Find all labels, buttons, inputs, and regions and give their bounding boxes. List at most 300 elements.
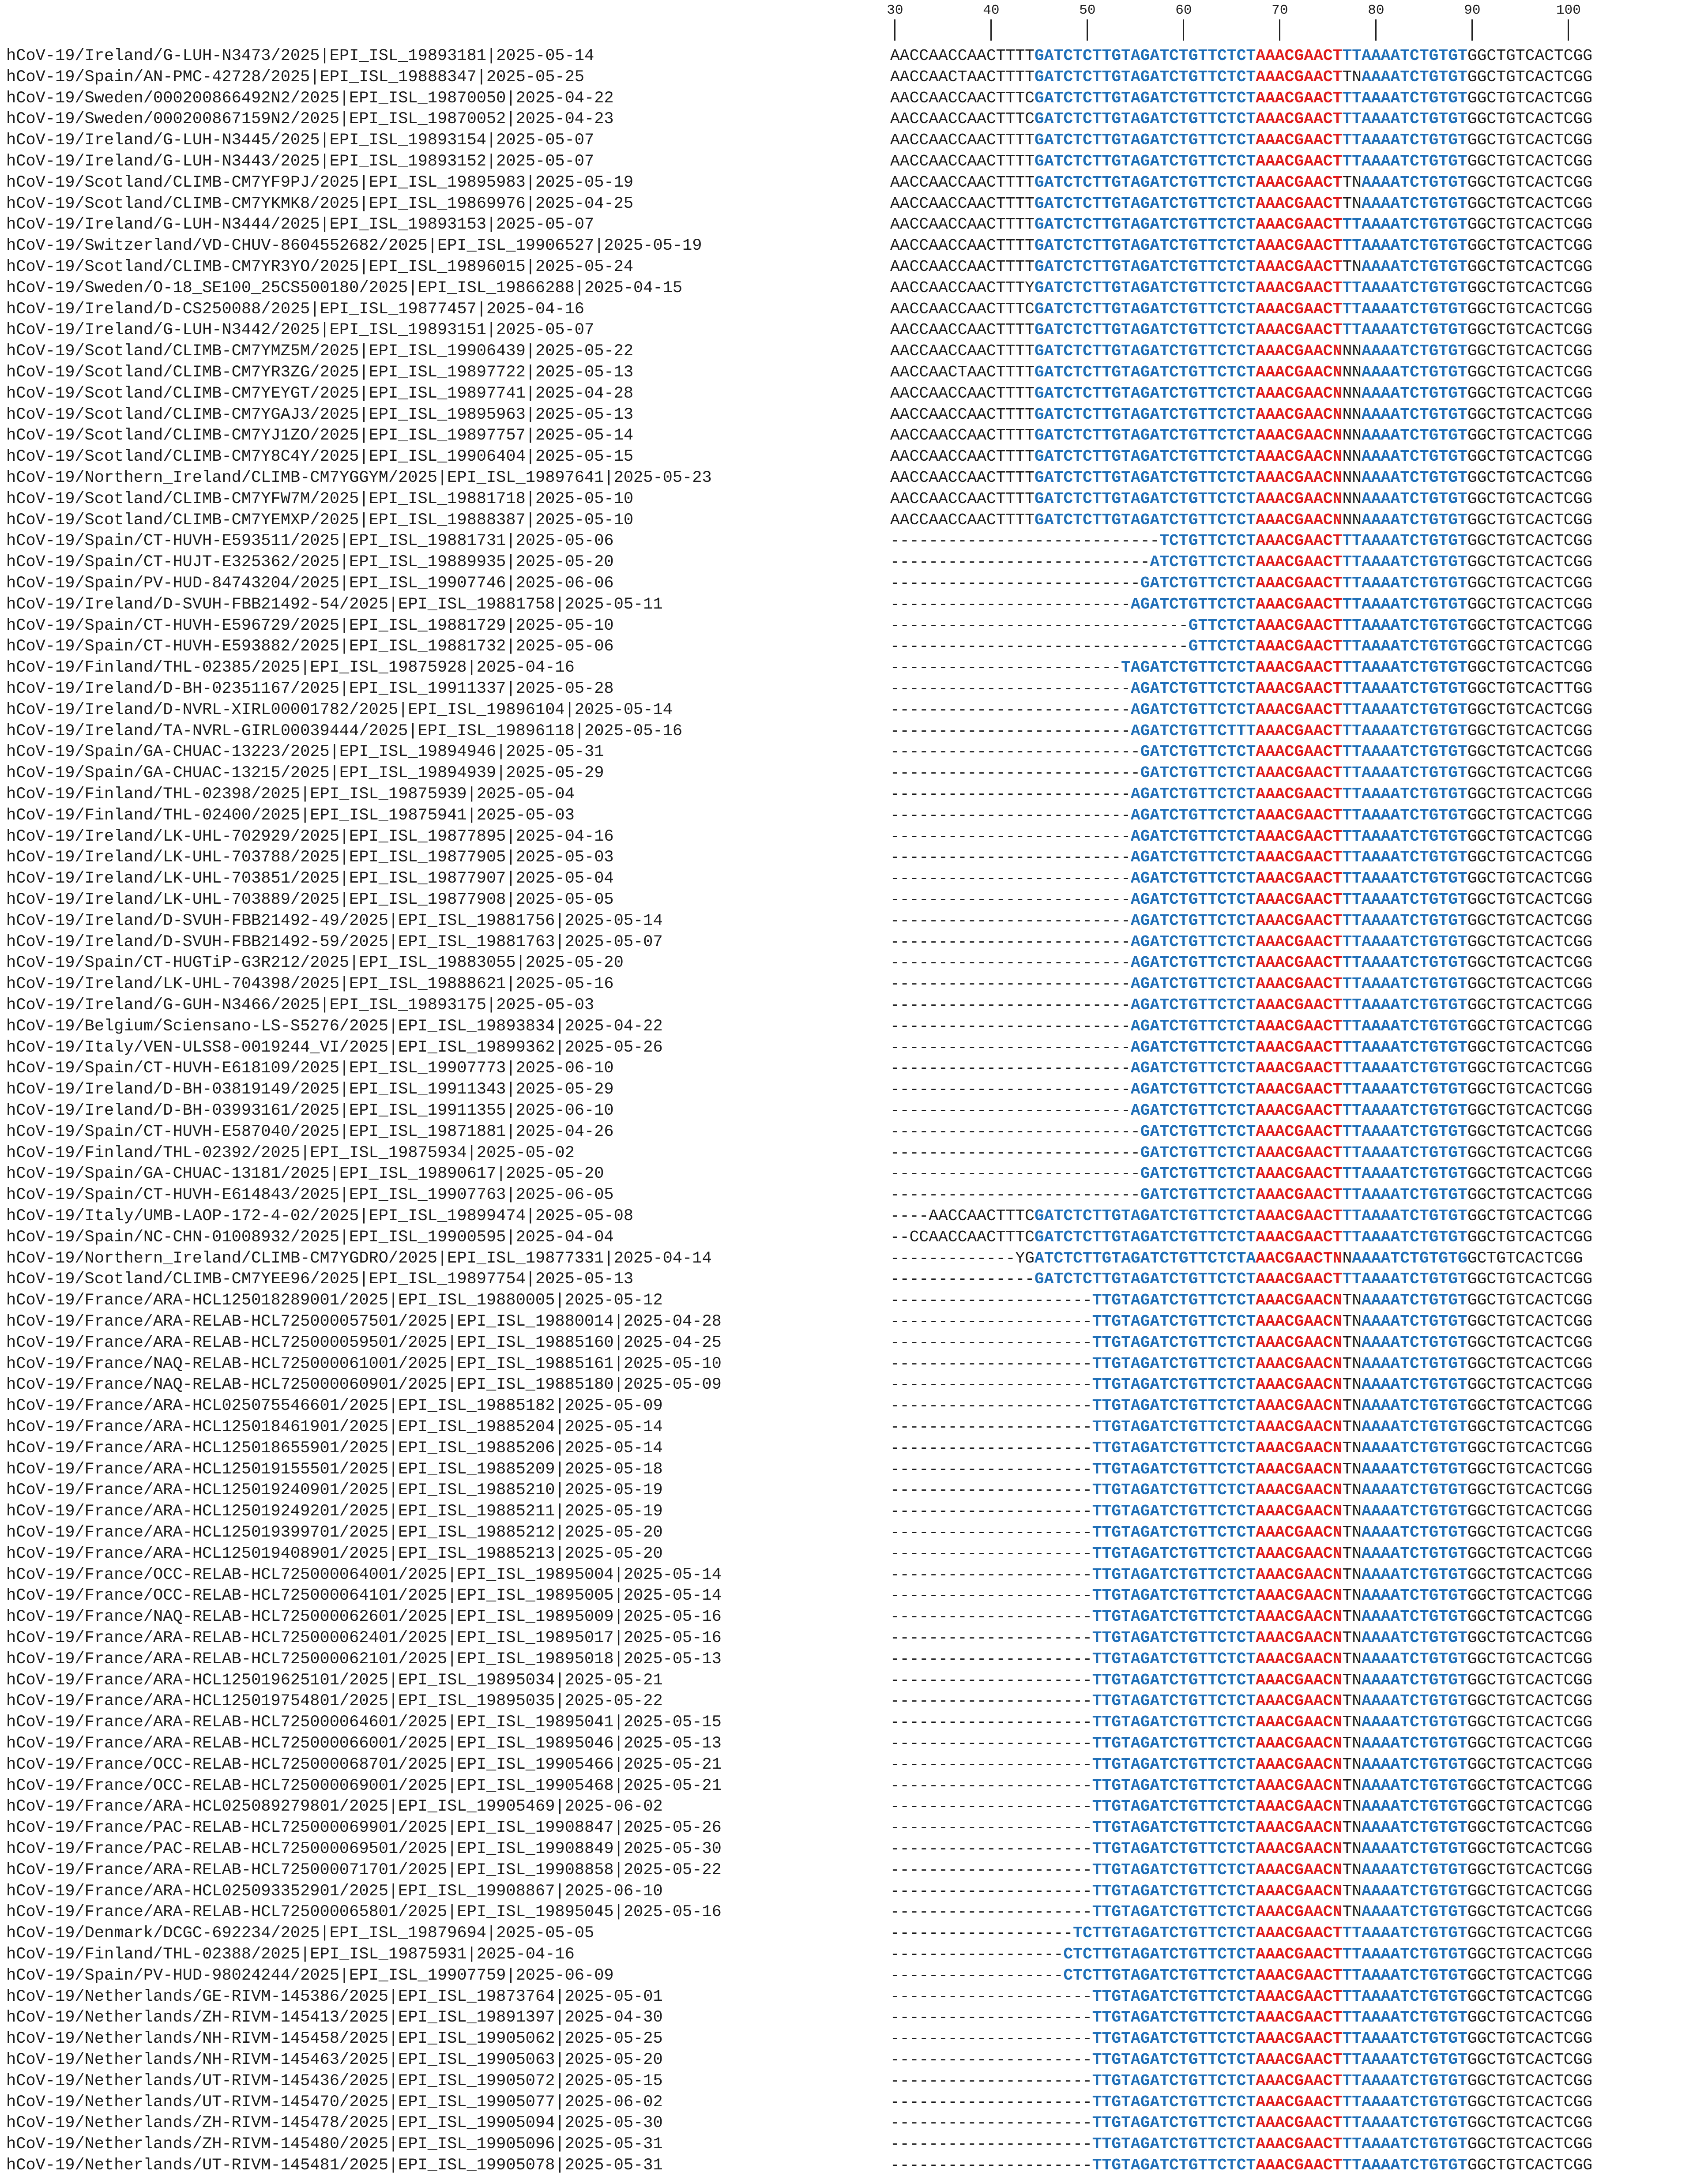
- alignment-row: [0, 530, 1708, 552]
- sequence-name: hCoV-19/Scotland/CLIMB-CM7Y8C4Y/2025|EPI_ISL_19906404|2025-05-15: [6, 447, 634, 466]
- alignment-row: [0, 1564, 1708, 1586]
- alignment-row: [0, 1754, 1708, 1775]
- sequence-residues: AACCAACCAACTTTTGATCTCTTGTAGATCTGTTCTCTAAACGAACNNNAAAATCTGTGTGGCTGTCACTCGG: [890, 469, 1593, 487]
- alignment-row: [0, 278, 1708, 299]
- alignment-row: [0, 1480, 1708, 1501]
- sequence-name: hCoV-19/Scotland/CLIMB-CM7YKMK8/2025|EPI_ISL_19869976|2025-04-25: [6, 194, 634, 213]
- sequence-name: hCoV-19/France/ARA-RELAB-HCL725000059501/2025|EPI_ISL_19885160|2025-04-25: [6, 1333, 722, 1352]
- alignment-row: [0, 214, 1708, 235]
- sequence-name: hCoV-19/Netherlands/NH-RIVM-145458/2025|EPI_ISL_19905062|2025-05-25: [6, 2029, 663, 2048]
- alignment-row: [0, 151, 1708, 172]
- alignment-row: [0, 1501, 1708, 1522]
- sequence-name: hCoV-19/France/ARA-RELAB-HCL725000065801/2025|EPI_ISL_19895045|2025-05-16: [6, 1903, 722, 1922]
- alignment-row: [0, 256, 1708, 278]
- sequence-name: hCoV-19/Ireland/LK-UHL-703851/2025|EPI_ISL_19877907|2025-05-04: [6, 869, 614, 888]
- sequence-residues: -------------------------AGATCTGTTCTCTAAACGAACTTTAAAATCTGTGTGGCTGTCACTCGG: [890, 932, 1593, 951]
- sequence-name: hCoV-19/Denmark/DCGC-692234/2025|EPI_ISL_19879694|2025-05-05: [6, 1924, 594, 1943]
- sequence-residues: ---------------------TTGTAGATCTGTTCTCTAAACGAACNTNAAAATCTGTGTGGCTGTCACTCGG: [890, 1608, 1593, 1626]
- alignment-row: [0, 1311, 1708, 1332]
- sequence-name: hCoV-19/Spain/GA-CHUAC-13181/2025|EPI_ISL_19890617|2025-05-20: [6, 1165, 604, 1184]
- sequence-residues: ---------------------TTGTAGATCTGTTCTCTAAACGAACNTNAAAATCTGTGTGGCTGTCACTCGG: [890, 1882, 1593, 1900]
- ruler-tick-mark: [894, 19, 895, 41]
- sequence-name: hCoV-19/Northern_Ireland/CLIMB-CM7YGDRO/2025|EPI_ISL_19877331|2025-04-14: [6, 1249, 712, 1268]
- alignment-row: [0, 489, 1708, 510]
- alignment-row: [0, 1100, 1708, 1121]
- sequence-residues: -------------------------------GTTCTCTAAACGAACTTTAAAATCTGTGTGGCTGTCACTCGG: [890, 616, 1593, 635]
- alignment-row: [0, 1944, 1708, 1965]
- sequence-residues: ---------------------TTGTAGATCTGTTCTCTAAACGAACTTTAAAATCTGTGTGGCTGTCACTCGG: [890, 2008, 1593, 2027]
- alignment-row: [0, 868, 1708, 889]
- sequence-name: hCoV-19/France/ARA-RELAB-HCL725000064601/2025|EPI_ISL_19895041|2025-05-15: [6, 1713, 722, 1732]
- sequence-residues: ---------------------TTGTAGATCTGTTCTCTAAACGAACNTNAAAATCTGTGTGGCTGTCACTCGG: [890, 1439, 1593, 1457]
- sequence-residues: ---------------------TTGTAGATCTGTTCTCTAAACGAACNTNAAAATCTGTGTGGCTGTCACTCGG: [890, 1333, 1593, 1352]
- alignment-row: [0, 1965, 1708, 1986]
- sequence-residues: ---------------------TTGTAGATCTGTTCTCTAAACGAACTTTAAAATCTGTGTGGCTGTCACTCGG: [890, 2029, 1593, 2048]
- sequence-residues: ---------------------TTGTAGATCTGTTCTCTAAACGAACNTNAAAATCTGTGTGGCTGTCACTCGG: [890, 1376, 1593, 1394]
- sequence-name: hCoV-19/France/ARA-HCL125019249201/2025|EPI_ISL_19885211|2025-05-19: [6, 1502, 663, 1521]
- sequence-name: hCoV-19/France/NAQ-RELAB-HCL725000062601/2025|EPI_ISL_19895009|2025-05-16: [6, 1608, 722, 1627]
- alignment-row: [0, 932, 1708, 953]
- sequence-residues: ---------------------TTGTAGATCTGTTCTCTAAACGAACNTNAAAATCTGTGTGGCTGTCACTCGG: [890, 1713, 1593, 1732]
- sequence-residues: ---------------------TTGTAGATCTGTTCTCTAAACGAACNTNAAAATCTGTGTGGCTGTCACTCGG: [890, 1797, 1593, 1816]
- alignment-row: [0, 362, 1708, 383]
- sequence-name: hCoV-19/Netherlands/GE-RIVM-145386/2025|EPI_ISL_19873764|2025-05-01: [6, 1987, 663, 2006]
- sequence-residues: -------------------------AGATCTGTTCTCTAAACGAACTTTAAAATCTGTGTGGCTGTCACTCGG: [890, 827, 1593, 846]
- ruler-tick-label: 100: [1556, 3, 1581, 18]
- alignment-row: [0, 1353, 1708, 1375]
- sequence-residues: ---------------------TTGTAGATCTGTTCTCTAAACGAACNTNAAAATCTGTGTGGCTGTCACTCGG: [890, 1819, 1593, 1837]
- ruler-tick-label: 70: [1272, 3, 1288, 18]
- sequence-name: hCoV-19/Sweden/O-18_SE100_25CS500180/2025|EPI_ISL_19866288|2025-04-15: [6, 278, 683, 297]
- sequence-residues: -------------------------AGATCTGTTCTCTAAACGAACTTTAAAATCTGTGTGGCTGTCACTCGG: [890, 891, 1593, 909]
- alignment-row: [0, 193, 1708, 214]
- alignment-row: [0, 805, 1708, 826]
- sequence-name: hCoV-19/Spain/CT-HUVH-E593882/2025|EPI_ISL_19881732|2025-05-06: [6, 637, 614, 656]
- ruler-tick-label: 90: [1464, 3, 1481, 18]
- sequence-name: hCoV-19/France/OCC-RELAB-HCL725000069001/2025|EPI_ISL_19905468|2025-05-21: [6, 1776, 722, 1795]
- sequence-residues: ---------------------TTGTAGATCTGTTCTCTAAACGAACNTNAAAATCTGTGTGGCTGTCACTCGG: [890, 1650, 1593, 1668]
- sequence-residues: -------------------------AGATCTGTTCTTTAAACGAACTTTAAAATCTGTGTGGCTGTCACTCGG: [890, 722, 1593, 740]
- ruler-tick-mark: [1279, 19, 1280, 41]
- sequence-name: hCoV-19/France/ARA-HCL125019754801/2025|EPI_ISL_19895035|2025-05-22: [6, 1692, 663, 1711]
- alignment-row: [0, 2071, 1708, 2092]
- sequence-name: hCoV-19/France/ARA-HCL025089279801/2025|EPI_ISL_19905469|2025-06-02: [6, 1797, 663, 1816]
- sequence-name: hCoV-19/Spain/CT-HUVH-E596729/2025|EPI_ISL_19881729|2025-05-10: [6, 616, 614, 635]
- sequence-residues: AACCAACCAACTTTTGATCTCTTGTAGATCTGTTCTCTAAACGAACTTNAAAATCTGTGTGGCTGTCACTCGG: [890, 173, 1593, 192]
- sequence-name: hCoV-19/Ireland/G-LUH-N3473/2025|EPI_ISL_19893181|2025-05-14: [6, 47, 594, 65]
- sequence-residues: ---------------------TTGTAGATCTGTTCTCTAAACGAACNTNAAAATCTGTGTGGCTGTCACTCGG: [890, 1523, 1593, 1541]
- alignment-row: [0, 1058, 1708, 1079]
- sequence-residues: AACCAACCAACTTTTGATCTCTTGTAGATCTGTTCTCTAAACGAACNNNAAAATCTGTGTGGCTGTCACTCGG: [890, 426, 1593, 445]
- alignment-row: [0, 1184, 1708, 1206]
- sequence-name: hCoV-19/Scotland/CLIMB-CM7YEE96/2025|EPI_ISL_19897754|2025-05-13: [6, 1270, 634, 1289]
- sequence-residues: ------------------CTCTTGTAGATCTGTTCTCTAAACGAACTTTAAAATCTGTGTGGCTGTCACTCGG: [890, 1945, 1593, 1963]
- sequence-name: hCoV-19/Spain/CT-HUJT-E325362/2025|EPI_ISL_19889935|2025-05-20: [6, 553, 614, 572]
- sequence-name: hCoV-19/Netherlands/NH-RIVM-145463/2025|EPI_ISL_19905063|2025-05-20: [6, 2051, 663, 2069]
- alignment-row: [0, 1712, 1708, 1733]
- sequence-residues: ---------------------TTGTAGATCTGTTCTCTAAACGAACTTTAAAATCTGTGTGGCTGTCACTCGG: [890, 2093, 1593, 2111]
- alignment-row: [0, 826, 1708, 847]
- sequence-name: hCoV-19/France/ARA-HCL125018655901/2025|EPI_ISL_19885206|2025-05-14: [6, 1439, 663, 1458]
- sequence-name: hCoV-19/Netherlands/UT-RIVM-145481/2025|EPI_ISL_19905078|2025-05-31: [6, 2156, 663, 2175]
- alignment-row: [0, 1417, 1708, 1438]
- alignment-row: [0, 1037, 1708, 1058]
- sequence-residues: AACCAACCAACTTTTGATCTCTTGTAGATCTGTTCTCTAAACGAACTTTAAAATCTGTGTGGCTGTCACTCGG: [890, 215, 1593, 234]
- sequence-name: hCoV-19/France/PAC-RELAB-HCL725000069501/2025|EPI_ISL_19908849|2025-05-30: [6, 1840, 722, 1858]
- sequence-name: hCoV-19/France/ARA-RELAB-HCL725000057501/2025|EPI_ISL_19880014|2025-04-28: [6, 1312, 722, 1331]
- sequence-residues: --CCAACCAACTTTCGATCTCTTGTAGATCTGTTCTCTAAACGAACTTTAAAATCTGTGTGGCTGTCACTCGG: [890, 1228, 1593, 1246]
- position-ruler: [887, 0, 1699, 44]
- sequence-name: hCoV-19/Ireland/D-CS250088/2025|EPI_ISL_19877457|2025-04-16: [6, 300, 585, 319]
- sequence-name: hCoV-19/Ireland/G-LUH-N3445/2025|EPI_ISL_19893154|2025-05-07: [6, 131, 594, 150]
- alignment-row: [0, 2007, 1708, 2028]
- sequence-name: hCoV-19/Belgium/Sciensano-LS-S5276/2025|EPI_ISL_19893834|2025-04-22: [6, 1017, 663, 1036]
- alignment-row: [0, 235, 1708, 256]
- alignment-row: [0, 45, 1708, 67]
- sequence-name: hCoV-19/Scotland/CLIMB-CM7YR3ZG/2025|EPI_ISL_19897722|2025-05-13: [6, 363, 634, 382]
- alignment-row: [0, 1860, 1708, 1881]
- sequence-name: hCoV-19/France/ARA-HCL125019408901/2025|EPI_ISL_19885213|2025-05-20: [6, 1544, 663, 1563]
- sequence-residues: ---------------------TTGTAGATCTGTTCTCTAAACGAACNTNAAAATCTGTGTGGCTGTCACTCGG: [890, 1481, 1593, 1500]
- sequence-name: hCoV-19/Ireland/LK-UHL-703788/2025|EPI_ISL_19877905|2025-05-03: [6, 848, 614, 867]
- sequence-residues: AACCAACCAACTTTTGATCTCTTGTAGATCTGTTCTCTAAACGAACNNNAAAATCTGTGTGGCTGTCACTCGG: [890, 384, 1593, 402]
- alignment-row: [0, 1986, 1708, 2007]
- sequence-residues: --------------------------GATCTGTTCTCTAAACGAACTTTAAAATCTGTGTGGCTGTCACTCGG: [890, 1143, 1593, 1162]
- alignment-row: [0, 1395, 1708, 1417]
- sequence-residues: AACCAACCAACTTTCGATCTCTTGTAGATCTGTTCTCTAAACGAACTTTAAAATCTGTGTGGCTGTCACTCGG: [890, 110, 1593, 128]
- alignment-row: [0, 721, 1708, 742]
- alignment-row: [0, 1543, 1708, 1564]
- sequence-name: hCoV-19/Netherlands/ZH-RIVM-145478/2025|EPI_ISL_19905094|2025-05-30: [6, 2114, 663, 2133]
- alignment-row: [0, 699, 1708, 721]
- sequence-name: hCoV-19/Scotland/CLIMB-CM7YEYGT/2025|EPI_ISL_19897741|2025-04-28: [6, 384, 634, 403]
- sequence-name: hCoV-19/Finland/THL-02388/2025|EPI_ISL_19875931|2025-04-16: [6, 1945, 575, 1964]
- ruler-tick-label: 30: [887, 3, 903, 18]
- sequence-residues: -------------------------AGATCTGTTCTCTAAACGAACTTTAAAATCTGTGTGGCTGTCACTCGG: [890, 954, 1593, 972]
- sequence-residues: ---------------------TTGTAGATCTGTTCTCTAAACGAACNTNAAAATCTGTGTGGCTGTCACTCGG: [890, 1565, 1593, 1584]
- alignment-row: [0, 1881, 1708, 1902]
- sequence-name: hCoV-19/Ireland/LK-UHL-704398/2025|EPI_ISL_19888621|2025-05-16: [6, 975, 614, 994]
- alignment-row: [0, 88, 1708, 109]
- alignment-row: [0, 1670, 1708, 1691]
- alignment-row: [0, 2092, 1708, 2113]
- sequence-name: hCoV-19/Ireland/D-NVRL-XIRL00001782/2025|EPI_ISL_19896104|2025-05-14: [6, 700, 673, 719]
- alignment-row: [0, 1585, 1708, 1606]
- sequence-residues: ---------------------TTGTAGATCTGTTCTCTAAACGAACNTNAAAATCTGTGTGGCTGTCACTCGG: [890, 1354, 1593, 1373]
- alignment-row: [0, 1374, 1708, 1395]
- sequence-name: hCoV-19/Ireland/TA-NVRL-GIRL00039444/2025|EPI_ISL_19896118|2025-05-16: [6, 722, 683, 740]
- sequence-residues: AACCAACCAACTTTTGATCTCTTGTAGATCTGTTCTCTAAACGAACTTTAAAATCTGTGTGGCTGTCACTCGG: [890, 47, 1593, 65]
- alignment-row: [0, 319, 1708, 341]
- alignment-row: [0, 67, 1708, 88]
- sequence-residues: ---------------------TTGTAGATCTGTTCTCTAAACGAACTTTAAAATCTGTGTGGCTGTCACTCGG: [890, 2051, 1593, 2069]
- sequence-residues: AACCAACTAACTTTTGATCTCTTGTAGATCTGTTCTCTAAACGAACNNNAAAATCTGTGTGGCTGTCACTCGG: [890, 363, 1593, 381]
- sequence-residues: -------------------------AGATCTGTTCTCTAAACGAACTTTAAAATCTGTGTGGCTGTCACTCGG: [890, 869, 1593, 888]
- sequence-name: hCoV-19/Scotland/CLIMB-CM7YFW7M/2025|EPI_ISL_19881718|2025-05-10: [6, 489, 634, 508]
- sequence-residues: -------------------------AGATCTGTTCTCTAAACGAACTTTAAAATCTGTGTGGCTGTCACTCGG: [890, 1059, 1593, 1078]
- sequence-residues: -------------------------AGATCTGTTCTCTAAACGAACTTTAAAATCTGTGTGGCTGTCACTCGG: [890, 996, 1593, 1014]
- sequence-name: hCoV-19/France/OCC-RELAB-HCL725000068701/2025|EPI_ISL_19905466|2025-05-21: [6, 1755, 722, 1774]
- alignment-row: [0, 763, 1708, 784]
- sequence-residues: ---------------------TTGTAGATCTGTTCTCTAAACGAACNTNAAAATCTGTGTGGCTGTCACTCGG: [890, 1418, 1593, 1436]
- sequence-residues: ---------------------TTGTAGATCTGTTCTCTAAACGAACNTNAAAATCTGTGTGGCTGTCACTCGG: [890, 1840, 1593, 1858]
- alignment-row: [0, 1606, 1708, 1627]
- ruler-tick-mark: [1568, 19, 1569, 41]
- sequence-name: hCoV-19/Italy/UMB-LAOP-172-4-02/2025|EPI_ISL_19899474|2025-05-08: [6, 1207, 634, 1225]
- sequence-residues: ---------------------TTGTAGATCTGTTCTCTAAACGAACNTNAAAATCTGTGTGGCTGTCACTCGG: [890, 1692, 1593, 1710]
- ruler-tick-mark: [990, 19, 992, 41]
- alignment-row: [0, 425, 1708, 446]
- sequence-residues: ---------------------TTGTAGATCTGTTCTCTAAACGAACNTNAAAATCTGTGTGGCTGTCACTCGG: [890, 1544, 1593, 1563]
- alignment-row: [0, 1775, 1708, 1796]
- sequence-residues: -------------------TCTTGTAGATCTGTTCTCTAAACGAACTTTAAAATCTGTGTGGCTGTCACTCGG: [890, 1924, 1593, 1943]
- alignment-row: [0, 1016, 1708, 1037]
- alignment-row: [0, 2028, 1708, 2049]
- sequence-name: hCoV-19/France/ARA-HCL125018289001/2025|EPI_ISL_19880005|2025-05-12: [6, 1291, 663, 1310]
- sequence-residues: AACCAACCAACTTTTGATCTCTTGTAGATCTGTTCTCTAAACGAACTTTAAAATCTGTGTGGCTGTCACTCGG: [890, 321, 1593, 339]
- sequence-residues: AACCAACCAACTTTTGATCTCTTGTAGATCTGTTCTCTAAACGAACNNNAAAATCTGTGTGGCTGTCACTCGG: [890, 447, 1593, 466]
- sequence-residues: ---------------------TTGTAGATCTGTTCTCTAAACGAACNTNAAAATCTGTGTGGCTGTCACTCGG: [890, 1460, 1593, 1478]
- sequence-residues: ---------------GATCTCTTGTAGATCTGTTCTCTAAACGAACTTTAAAATCTGTGTGGCTGTCACTCGG: [890, 1270, 1593, 1289]
- alignment-row: [0, 1902, 1708, 1923]
- sequence-residues: AACCAACCAACTTTTGATCTCTTGTAGATCTGTTCTCTAAACGAACTTNAAAATCTGTGTGGCTGTCACTCGG: [890, 258, 1593, 276]
- alignment-row: [0, 1142, 1708, 1164]
- alignment-row: [0, 1248, 1708, 1269]
- sequence-residues: ---------------------TTGTAGATCTGTTCTCTAAACGAACNTNAAAATCTGTGTGGCTGTCACTCGG: [890, 1776, 1593, 1795]
- sequence-residues: --------------------------GATCTGTTCTCTAAACGAACTTTAAAATCTGTGTGGCTGTCACTCGG: [890, 574, 1593, 592]
- alignment-row: [0, 1121, 1708, 1142]
- alignment-row: [0, 573, 1708, 594]
- sequence-residues: ---------------------TTGTAGATCTGTTCTCTAAACGAACNTNAAAATCTGTGTGGCTGTCACTCGG: [890, 1291, 1593, 1310]
- sequence-name: hCoV-19/France/OCC-RELAB-HCL725000064001/2025|EPI_ISL_19895004|2025-05-14: [6, 1565, 722, 1584]
- sequence-residues: AACCAACCAACTTTTGATCTCTTGTAGATCTGTTCTCTAAACGAACTTNAAAATCTGTGTGGCTGTCACTCGG: [890, 194, 1593, 213]
- alignment-row: [0, 657, 1708, 678]
- sequence-name: hCoV-19/Ireland/D-SVUH-FBB21492-49/2025|EPI_ISL_19881756|2025-05-14: [6, 911, 663, 930]
- sequence-residues: -------------------------AGATCTGTTCTCTAAACGAACTTTAAAATCTGTGTGGCTGTCACTCGG: [890, 806, 1593, 824]
- alignment-row: [0, 847, 1708, 868]
- alignment-row: [0, 2049, 1708, 2071]
- sequence-residues: ----------------------------TCTGTTCTCTAAACGAACTTTAAAATCTGTGTGGCTGTCACTCGG: [890, 532, 1593, 550]
- sequence-name: hCoV-19/Ireland/LK-UHL-703889/2025|EPI_ISL_19877908|2025-05-05: [6, 891, 614, 909]
- sequence-name: hCoV-19/Netherlands/ZH-RIVM-145480/2025|EPI_ISL_19905096|2025-05-31: [6, 2135, 663, 2154]
- alignment-row: [0, 636, 1708, 657]
- sequence-name: hCoV-19/Netherlands/UT-RIVM-145436/2025|EPI_ISL_19905072|2025-05-15: [6, 2071, 663, 2090]
- sequence-name: hCoV-19/France/ARA-HCL125019155501/2025|EPI_ISL_19885209|2025-05-18: [6, 1460, 663, 1479]
- alignment-row: [0, 1079, 1708, 1100]
- sequence-name: hCoV-19/Spain/CT-HUVH-E593511/2025|EPI_ISL_19881731|2025-05-06: [6, 532, 614, 551]
- sequence-name: hCoV-19/France/NAQ-RELAB-HCL725000060901/2025|EPI_ISL_19885180|2025-05-09: [6, 1376, 722, 1394]
- sequence-name: hCoV-19/Spain/GA-CHUAC-13215/2025|EPI_ISL_19894939|2025-05-29: [6, 764, 604, 783]
- alignment-row: [0, 615, 1708, 636]
- sequence-name: hCoV-19/Scotland/CLIMB-CM7YEMXP/2025|EPI_ISL_19888387|2025-05-10: [6, 511, 634, 530]
- alignment-row: [0, 1733, 1708, 1754]
- alignment-row: [0, 2155, 1708, 2176]
- sequence-name: hCoV-19/Spain/GA-CHUAC-13223/2025|EPI_ISL_19894946|2025-05-31: [6, 743, 604, 762]
- sequence-name: hCoV-19/Spain/PV-HUD-98024244/2025|EPI_ISL_19907759|2025-06-09: [6, 1966, 614, 1985]
- alignment-row: [0, 130, 1708, 151]
- ruler-tick-mark: [1087, 19, 1088, 41]
- sequence-name: hCoV-19/France/ARA-HCL125019240901/2025|EPI_ISL_19885210|2025-05-19: [6, 1481, 663, 1500]
- sequence-name: hCoV-19/Netherlands/ZH-RIVM-145413/2025|EPI_ISL_19891397|2025-04-30: [6, 2008, 663, 2027]
- alignment-row: [0, 1290, 1708, 1311]
- alignment-row: [0, 510, 1708, 531]
- sequence-residues: AACCAACCAACTTTTGATCTCTTGTAGATCTGTTCTCTAAACGAACTTTAAAATCTGTGTGGCTGTCACTCGG: [890, 237, 1593, 255]
- sequence-residues: ---------------------TTGTAGATCTGTTCTCTAAACGAACNTNAAAATCTGTGTGGCTGTCACTCGG: [890, 1312, 1593, 1330]
- alignment-row: [0, 784, 1708, 805]
- sequence-name: hCoV-19/Ireland/G-LUH-N3442/2025|EPI_ISL_19893151|2025-05-07: [6, 321, 594, 340]
- sequence-residues: AACCAACCAACTTTTGATCTCTTGTAGATCTGTTCTCTAAACGAACTTTAAAATCTGTGTGGCTGTCACTCGG: [890, 131, 1593, 150]
- alignment-row: [0, 552, 1708, 573]
- sequence-name: hCoV-19/Finland/THL-02398/2025|EPI_ISL_19875939|2025-05-04: [6, 785, 575, 804]
- sequence-residues: AACCAACCAACTTTTGATCTCTTGTAGATCTGTTCTCTAAACGAACNNNAAAATCTGTGTGGCTGTCACTCGG: [890, 489, 1593, 508]
- sequence-residues: -------------------------AGATCTGTTCTCTAAACGAACTTTAAAATCTGTGTGGCTGTCACTTGG: [890, 680, 1593, 698]
- alignment-row: [0, 1206, 1708, 1227]
- alignment-row: [0, 1923, 1708, 1944]
- sequence-residues: -------------------------AGATCTGTTCTCTAAACGAACTTTAAAATCTGTGTGGCTGTCACTCGG: [890, 1017, 1593, 1035]
- alignment-row: [0, 109, 1708, 130]
- sequence-residues: ----AACCAACTTTCGATCTCTTGTAGATCTGTTCTCTAAACGAACTTTAAAATCTGTGTGGCTGTCACTCGG: [890, 1207, 1593, 1225]
- sequence-residues: ---------------------TTGTAGATCTGTTCTCTAAACGAACTTTAAAATCTGTGTGGCTGTCACTCGG: [890, 2156, 1593, 2174]
- ruler-tick-label: 60: [1175, 3, 1192, 18]
- sequence-residues: ---------------------TTGTAGATCTGTTCTCTAAACGAACTTTAAAATCTGTGTGGCTGTCACTCGG: [890, 2135, 1593, 2153]
- alignment-row: [0, 172, 1708, 193]
- sequence-residues: -------------------------AGATCTGTTCTCTAAACGAACTTTAAAATCTGTGTGGCTGTCACTCGG: [890, 700, 1593, 719]
- sequence-name: hCoV-19/France/NAQ-RELAB-HCL725000061001/2025|EPI_ISL_19885161|2025-05-10: [6, 1354, 722, 1373]
- alignment-row: [0, 2112, 1708, 2134]
- sequence-name: hCoV-19/Finland/THL-02400/2025|EPI_ISL_19875941|2025-05-03: [6, 806, 575, 825]
- ruler-tick-label: 40: [983, 3, 1000, 18]
- sequence-residues: ---------------------TTGTAGATCTGTTCTCTAAACGAACNTNAAAATCTGTGTGGCTGTCACTCGG: [890, 1860, 1593, 1879]
- alignment-row: [0, 1796, 1708, 1817]
- alignment-row: [0, 1227, 1708, 1248]
- alignment-row: [0, 467, 1708, 489]
- sequence-residues: -------------------------AGATCTGTTCTCTAAACGAACTTTAAAATCTGTGTGGCTGTCACTCGG: [890, 785, 1593, 803]
- sequence-name: hCoV-19/Scotland/CLIMB-CM7YF9PJ/2025|EPI_ISL_19895983|2025-05-19: [6, 173, 634, 192]
- sequence-residues: -------------------------AGATCTGTTCTCTAAACGAACTTTAAAATCTGTGTGGCTGTCACTCGG: [890, 595, 1593, 613]
- sequence-name: hCoV-19/France/OCC-RELAB-HCL725000064101/2025|EPI_ISL_19895005|2025-05-14: [6, 1586, 722, 1605]
- alignment-row: [0, 973, 1708, 995]
- sequence-residues: ---------------------TTGTAGATCTGTTCTCTAAACGAACTTTAAAATCTGTGTGGCTGTCACTCGG: [890, 2114, 1593, 2132]
- alignment-row: [0, 404, 1708, 425]
- ruler-tick-mark: [1471, 19, 1473, 41]
- sequence-name: hCoV-19/Finland/THL-02385/2025|EPI_ISL_19875928|2025-04-16: [6, 658, 575, 677]
- sequence-name: hCoV-19/Spain/CT-HUVH-E618109/2025|EPI_ISL_19907773|2025-06-10: [6, 1059, 614, 1078]
- sequence-residues: --------------------------GATCTGTTCTCTAAACGAACTTTAAAATCTGTGTGGCTGTCACTCGG: [890, 1122, 1593, 1141]
- alignment-row: [0, 1438, 1708, 1459]
- sequence-residues: ---------------------------ATCTGTTCTCTAAACGAACTTTAAAATCTGTGTGGCTGTCACTCGG: [890, 553, 1593, 571]
- alignment-row: [0, 1332, 1708, 1353]
- sequence-residues: --------------------------GATCTGTTCTCTAAACGAACTTTAAAATCTGTGTGGCTGTCACTCGG: [890, 1165, 1593, 1183]
- sequence-name: hCoV-19/France/ARA-HCL125019625101/2025|EPI_ISL_19895034|2025-05-21: [6, 1671, 663, 1690]
- sequence-residues: ---------------------TTGTAGATCTGTTCTCTAAACGAACNTNAAAATCTGTGTGGCTGTCACTCGG: [890, 1502, 1593, 1521]
- sequence-residues: AACCAACCAACTTTCGATCTCTTGTAGATCTGTTCTCTAAACGAACTTTAAAATCTGTGTGGCTGTCACTCGG: [890, 300, 1593, 318]
- sequence-name: hCoV-19/France/ARA-RELAB-HCL725000071701/2025|EPI_ISL_19908858|2025-05-22: [6, 1860, 722, 1879]
- sequence-name: hCoV-19/Spain/PV-HUD-84743204/2025|EPI_ISL_19907746|2025-06-06: [6, 574, 614, 593]
- sequence-residues: -------------------------AGATCTGTTCTCTAAACGAACTTTAAAATCTGTGTGGCTGTCACTCGG: [890, 1101, 1593, 1120]
- sequence-residues: -------------------------------GTTCTCTAAACGAACTTTAAAATCTGTGTGGCTGTCACTCGG: [890, 637, 1593, 656]
- alignment-row: [0, 1691, 1708, 1712]
- sequence-residues: AACCAACCAACTTTTGATCTCTTGTAGATCTGTTCTCTAAACGAACNNNAAAATCTGTGTGGCTGTCACTCGG: [890, 342, 1593, 361]
- sequence-residues: AACCAACCAACTTTYGATCTCTTGTAGATCTGTTCTCTAAACGAACTTTAAAATCTGTGTGGCTGTCACTCGG: [890, 278, 1593, 297]
- sequence-residues: ---------------------TTGTAGATCTGTTCTCTAAACGAACNTNAAAATCTGTGTGGCTGTCACTCGG: [890, 1903, 1593, 1921]
- sequence-residues: --------------------------GATCTGTTCTCTAAACGAACTTTAAAATCTGTGTGGCTGTCACTCGG: [890, 743, 1593, 761]
- alignment-row: [0, 383, 1708, 404]
- sequence-residues: ---------------------TTGTAGATCTGTTCTCTAAACGAACNTNAAAATCTGTGTGGCTGTCACTCGG: [890, 1629, 1593, 1647]
- sequence-residues: ---------------------TTGTAGATCTGTTCTCTAAACGAACNTNAAAATCTGTGTGGCTGTCACTCGG: [890, 1586, 1593, 1605]
- ruler-tick-label: 50: [1079, 3, 1096, 18]
- sequence-name: hCoV-19/Sweden/000200867159N2/2025|EPI_ISL_19870052|2025-04-23: [6, 110, 614, 129]
- alignment-row: [0, 995, 1708, 1016]
- sequence-name: hCoV-19/Finland/THL-02392/2025|EPI_ISL_19875934|2025-05-02: [6, 1143, 575, 1162]
- sequence-name: hCoV-19/Scotland/CLIMB-CM7YMZ5M/2025|EPI_ISL_19906439|2025-05-22: [6, 342, 634, 361]
- alignment-row: [0, 910, 1708, 932]
- sequence-name: hCoV-19/Ireland/D-BH-02351167/2025|EPI_ISL_19911337|2025-05-28: [6, 680, 614, 698]
- sequence-residues: AACCAACTAACTTTTGATCTCTTGTAGATCTGTTCTCTAAACGAACTTNAAAATCTGTGTGGCTGTCACTCGG: [890, 68, 1593, 86]
- sequence-name: hCoV-19/Ireland/D-BH-03819149/2025|EPI_ISL_19911343|2025-05-29: [6, 1080, 614, 1099]
- sequence-residues: -------------------------AGATCTGTTCTCTAAACGAACTTTAAAATCTGTGTGGCTGTCACTCGG: [890, 975, 1593, 993]
- alignment-row: [0, 2134, 1708, 2155]
- alignment-row: [0, 889, 1708, 910]
- ruler-tick-mark: [1375, 19, 1377, 41]
- sequence-residues: ---------------------TTGTAGATCTGTTCTCTAAACGAACNTNAAAATCTGTGTGGCTGTCACTCGG: [890, 1397, 1593, 1415]
- sequence-name: hCoV-19/France/ARA-HCL125018461901/2025|EPI_ISL_19885204|2025-05-14: [6, 1418, 663, 1436]
- sequence-residues: -------------------------AGATCTGTTCTCTAAACGAACTTTAAAATCTGTGTGGCTGTCACTCGG: [890, 1038, 1593, 1056]
- alignment-row: [0, 1838, 1708, 1860]
- sequence-residues: AACCAACCAACTTTTGATCTCTTGTAGATCTGTTCTCTAAACGAACNNNAAAATCTGTGTGGCTGTCACTCGG: [890, 511, 1593, 529]
- sequence-name: hCoV-19/Spain/CT-HUGTiP-G3R212/2025|EPI_ISL_19883055|2025-05-20: [6, 954, 624, 973]
- ruler-tick-mark: [1183, 19, 1184, 41]
- sequence-residues: --------------------------GATCTGTTCTCTAAACGAACTTTAAAATCTGTGTGGCTGTCACTCGG: [890, 764, 1593, 782]
- sequence-name: hCoV-19/Scotland/CLIMB-CM7YGAJ3/2025|EPI_ISL_19895963|2025-05-13: [6, 405, 634, 424]
- sequence-residues: ---------------------TTGTAGATCTGTTCTCTAAACGAACNTNAAAATCTGTGTGGCTGTCACTCGG: [890, 1755, 1593, 1774]
- alignment-row: [0, 952, 1708, 973]
- sequence-residues: ---------------------TTGTAGATCTGTTCTCTAAACGAACTTTAAAATCTGTGTGGCTGTCACTCGG: [890, 1987, 1593, 2006]
- sequence-residues: -------------------------AGATCTGTTCTCTAAACGAACTTTAAAATCTGTGTGGCTGTCACTCGG: [890, 848, 1593, 867]
- alignment-row: [0, 1459, 1708, 1480]
- sequence-name: hCoV-19/Ireland/D-BH-03993161/2025|EPI_ISL_19911355|2025-06-10: [6, 1101, 614, 1120]
- sequence-name: hCoV-19/France/ARA-HCL125019399701/2025|EPI_ISL_19885212|2025-05-20: [6, 1523, 663, 1542]
- alignment-row: [0, 1522, 1708, 1543]
- sequence-residues: --------------------------GATCTGTTCTCTAAACGAACTTTAAAATCTGTGTGGCTGTCACTCGG: [890, 1186, 1593, 1204]
- alignment-row: [0, 678, 1708, 699]
- sequence-name: hCoV-19/France/PAC-RELAB-HCL725000069901/2025|EPI_ISL_19908847|2025-05-26: [6, 1819, 722, 1838]
- sequence-name: hCoV-19/Ireland/D-SVUH-FBB21492-59/2025|EPI_ISL_19881763|2025-05-07: [6, 932, 663, 951]
- alignment-row: [0, 594, 1708, 615]
- sequence-residues: -------------------------AGATCTGTTCTCTAAACGAACTTTAAAATCTGTGTGGCTGTCACTCGG: [890, 1080, 1593, 1099]
- sequence-name: hCoV-19/France/ARA-RELAB-HCL725000062101/2025|EPI_ISL_19895018|2025-05-13: [6, 1650, 722, 1669]
- sequence-name: hCoV-19/Sweden/000200866492N2/2025|EPI_ISL_19870050|2025-04-22: [6, 89, 614, 108]
- sequence-name: hCoV-19/Scotland/CLIMB-CM7YJ1ZO/2025|EPI_ISL_19897757|2025-05-14: [6, 426, 634, 445]
- sequence-name: hCoV-19/Spain/NC-CHN-01008932/2025|EPI_ISL_19900595|2025-04-04: [6, 1228, 614, 1247]
- sequence-name: hCoV-19/France/ARA-HCL025093352901/2025|EPI_ISL_19908867|2025-06-10: [6, 1882, 663, 1901]
- sequence-name: hCoV-19/Ireland/LK-UHL-702929/2025|EPI_ISL_19877895|2025-04-16: [6, 827, 614, 846]
- sequence-name: hCoV-19/Northern_Ireland/CLIMB-CM7YGGYM/2025|EPI_ISL_19897641|2025-05-23: [6, 469, 712, 487]
- sequence-name: hCoV-19/Netherlands/UT-RIVM-145470/2025|EPI_ISL_19905077|2025-06-02: [6, 2093, 663, 2112]
- alignment-row: [0, 1627, 1708, 1649]
- sequence-residues: AACCAACCAACTTTTGATCTCTTGTAGATCTGTTCTCTAAACGAACNNNAAAATCTGTGTGGCTGTCACTCGG: [890, 405, 1593, 424]
- sequence-name: hCoV-19/Spain/CT-HUVH-E614843/2025|EPI_ISL_19907763|2025-06-05: [6, 1186, 614, 1205]
- sequence-name: hCoV-19/Ireland/D-SVUH-FBB21492-54/2025|EPI_ISL_19881758|2025-05-11: [6, 595, 663, 614]
- sequence-residues: AACCAACCAACTTTCGATCTCTTGTAGATCTGTTCTCTAAACGAACTTTAAAATCTGTGTGGCTGTCACTCGG: [890, 89, 1593, 107]
- alignment-row: [0, 1649, 1708, 1670]
- sequence-name: hCoV-19/Scotland/CLIMB-CM7YR3YO/2025|EPI_ISL_19896015|2025-05-24: [6, 258, 634, 276]
- sequence-residues: ---------------------TTGTAGATCTGTTCTCTAAACGAACNTNAAAATCTGTGTGGCTGTCACTCGG: [890, 1734, 1593, 1752]
- sequence-residues: ------------------CTCTTGTAGATCTGTTCTCTAAACGAACTTTAAAATCTGTGTGGCTGTCACTCGG: [890, 1966, 1593, 1984]
- sequence-name: hCoV-19/Switzerland/VD-CHUV-8604552682/2025|EPI_ISL_19906527|2025-05-19: [6, 237, 702, 256]
- ruler-tick-label: 80: [1368, 3, 1384, 18]
- alignment-row: [0, 446, 1708, 467]
- sequence-name: hCoV-19/France/ARA-RELAB-HCL725000062401/2025|EPI_ISL_19895017|2025-05-16: [6, 1629, 722, 1647]
